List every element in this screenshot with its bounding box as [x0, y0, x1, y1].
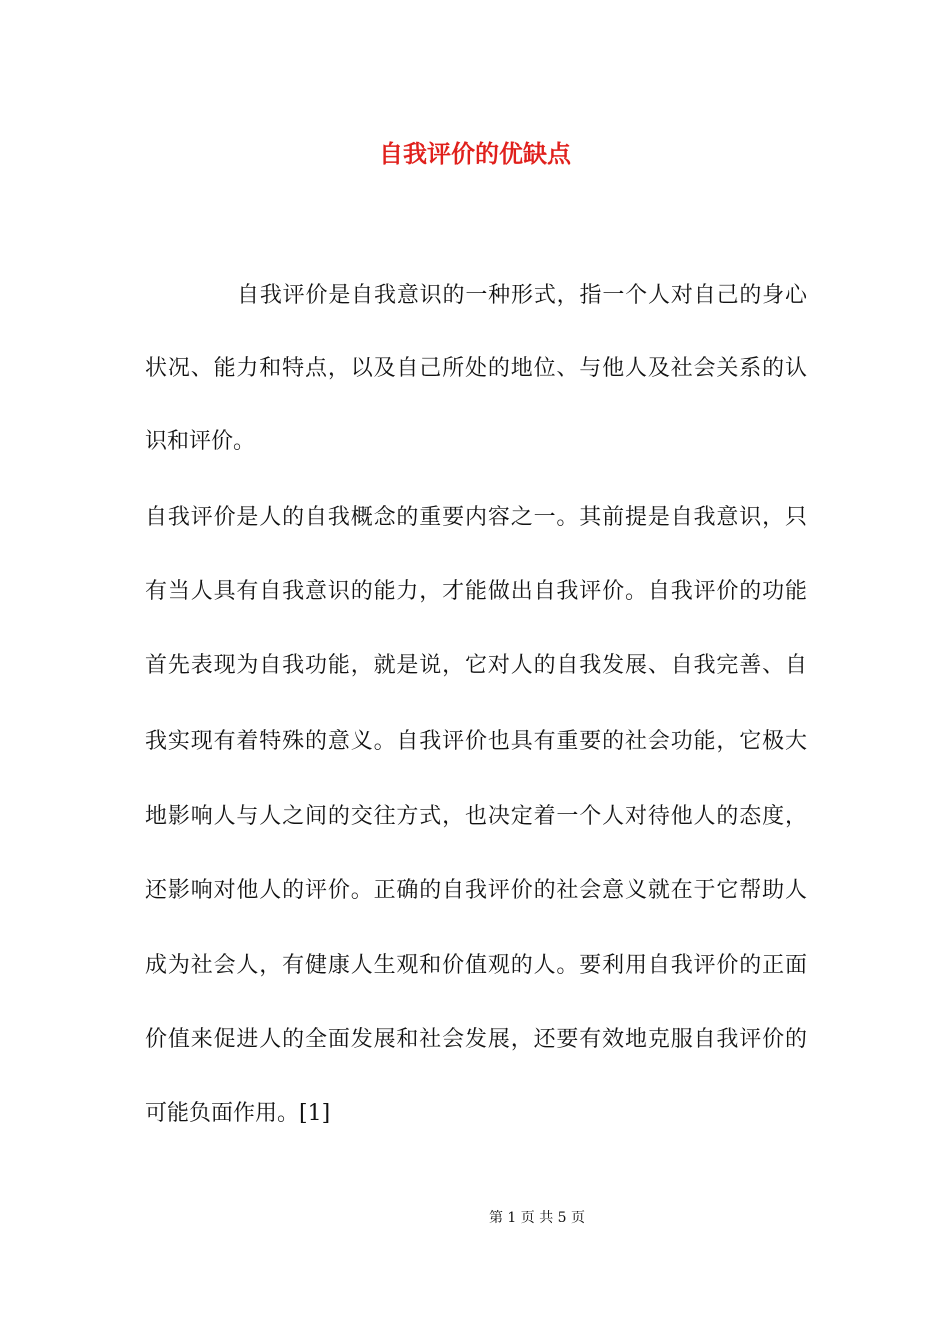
document-title: 自我评价的优缺点 — [379, 139, 571, 168]
paragraph-2-line-3: 首先表现为自我功能，就是说，它对人的自我发展、自我完善、自 — [145, 653, 807, 678]
paragraph-2-line-1: 自我评价是人的自我概念的重要内容之一。其前提是自我意识，只 — [145, 505, 807, 530]
paragraph-2-line-7: 成为社会人，有健康人生观和价值观的人。要利用自我评价的正面 — [145, 953, 807, 978]
paragraph-2-line-2: 有当人具有自我意识的能力，才能做出自我评价。自我评价的功能 — [145, 579, 807, 604]
paragraph-1-line-1: 自我评价是自我意识的一种形式，指一个人对自己的身心 — [237, 283, 807, 308]
paragraph-2-line-9: 可能负面作用。[1] — [145, 1101, 331, 1126]
paragraph-1-line-2: 状况、能力和特点，以及自己所处的地位、与他人及社会关系的认 — [145, 356, 807, 381]
paragraph-2-line-8: 价值来促进人的全面发展和社会发展，还要有效地克服自我评价的 — [145, 1027, 807, 1052]
page-number-footer: 第 1 页 共 5 页 — [488, 1210, 586, 1226]
paragraph-1-line-3: 识和评价。 — [145, 429, 256, 454]
paragraph-2-line-5: 地影响人与人之间的交往方式，也决定着一个人对待他人的态度， — [145, 804, 807, 829]
paragraph-2-line-6: 还影响对他人的评价。正确的自我评价的社会意义就在于它帮助人 — [145, 878, 807, 903]
paragraph-2-line-4: 我实现有着特殊的意义。自我评价也具有重要的社会功能，它极大 — [145, 729, 807, 754]
